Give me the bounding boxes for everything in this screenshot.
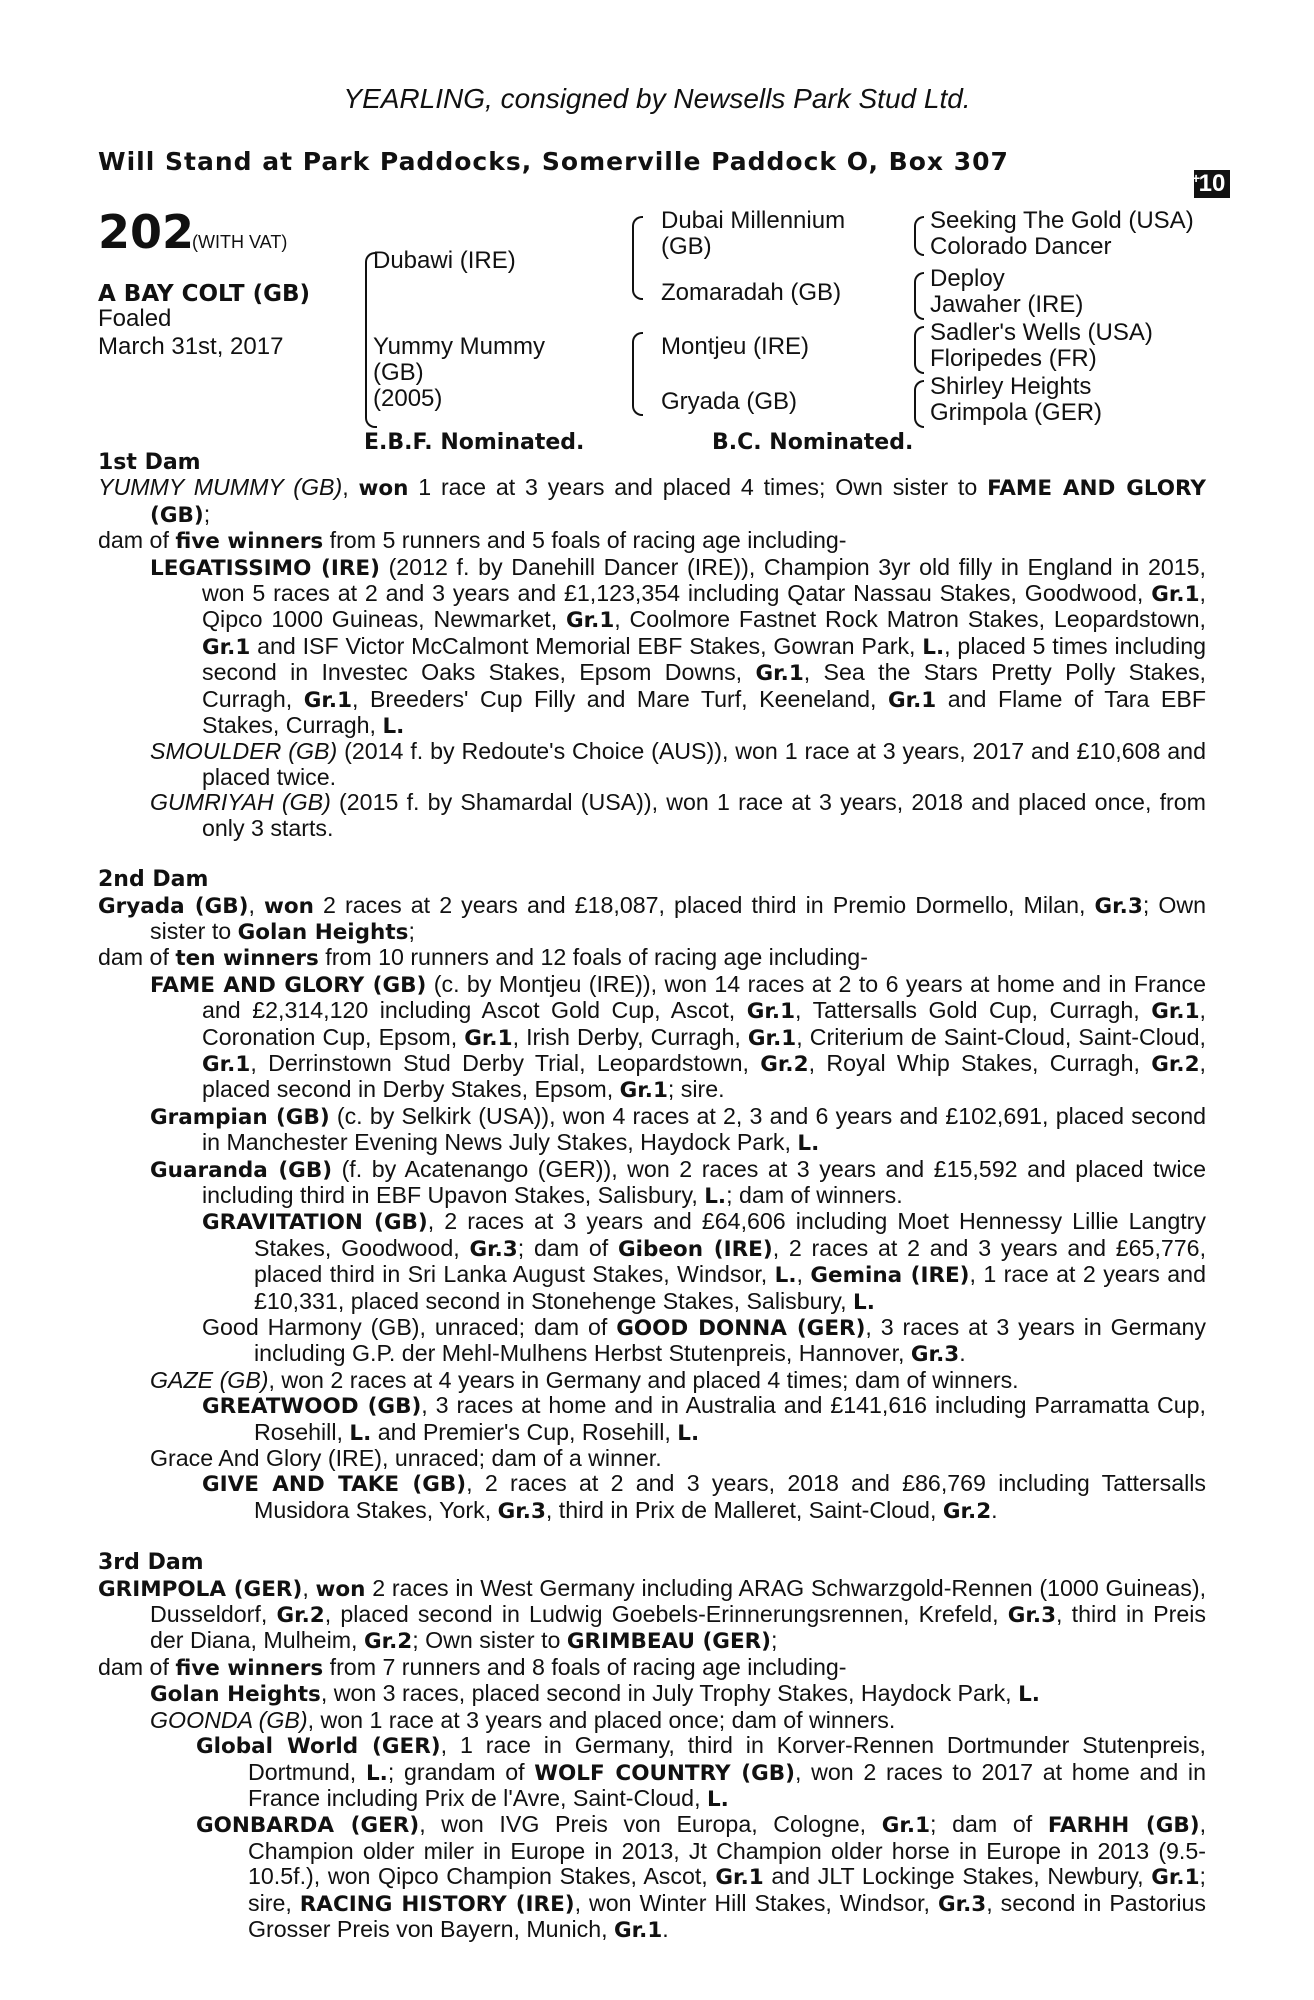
stand-location: Will Stand at Park Paddocks, Somerville Paddock O, Box 307: [98, 147, 1009, 176]
offspring-global-world: Global World (GER), 1 race in Germany, third in Korver-Rennen Dortmunder Stutenpreis, Dortmund, L.; grandam of WOLF COUNTRY (GB), won 2 races to 2017 at home and in France including Prix de l'Avre, Saint-Cloud, L.: [196, 1732, 1206, 1812]
pedigree-dsd: Floripedes (FR): [930, 345, 1097, 372]
offspring-smoulder: SMOULDER (GB) (2014 f. by Redoute's Choice (AUS)), won 1 race at 3 years, 2017 and £10,608 and placed twice.: [150, 738, 1206, 790]
foaled-label: Foaled: [98, 305, 172, 332]
brace-sd: [914, 272, 924, 320]
offspring-golan-heights: Golan Heights, won 3 races, placed second in July Trophy Stakes, Haydock Park, L.: [150, 1680, 1040, 1708]
pedigree-sss: Seeking The Gold (USA): [930, 207, 1194, 234]
offspring-gravitation: GRAVITATION (GB), 2 races at 3 years and £64,606 including Moet Hennessy Lillie Langtry Stakes, Goodwood, Gr.3; dam of Gibeon (IRE), 2 races at 2 and 3 years and £65,776, placed third in Sri Lanka August Stakes, Windsor, L., Gemina (IRE), 1 race at 2 years and £10,331, placed second in Stonehenge Stakes, Salisbury, L.: [202, 1208, 1207, 1315]
offspring-good-harmony: Good Harmony (GB), unraced; dam of GOOD DONNA (GER), 3 races at 3 years in Germany including G.P. der Mehl-Mulhens Herbst Stutenpreis, Hannover, Gr.3.: [202, 1314, 1206, 1368]
pedigree-sire-sire: Dubai Millennium: [661, 207, 846, 234]
pedigree-sire: Dubawi (IRE): [373, 247, 516, 274]
third-dam-summary: GRIMPOLA (GER), won 2 races in West Germany including ARAG Schwarzgold-Rennen (1000 Guineas), Dusseldorf, Gr.2, placed second in Ludwig Goebels-Erinnerungsrennen, Krefeld, Gr.3, third in Preis der Diana, Mulheim, Gr.2; Own sister to GRIMBEAU (GER);: [98, 1574, 1207, 1655]
section-second-dam: 2nd Dam: [98, 867, 209, 893]
offspring-grampian: Grampian (GB) (c. by Selkirk (USA)), won 4 races at 2, 3 and 6 years and £102,691, placed second in Manchester Evening News July Stakes, Haydock Park, L.: [150, 1102, 1206, 1157]
first-dam-summary: YUMMY MUMMY (GB), won 1 race at 3 years and placed 4 times; Own sister to FAME AND GLORY (GB);: [98, 474, 1206, 528]
pedigree-dam-dam: Gryada (GB): [661, 388, 798, 415]
consignor-line: YEARLING, consigned by Newsells Park Stud Ltd.: [343, 83, 971, 114]
horse-title: A BAY COLT (GB): [98, 281, 311, 307]
offspring-legatissimo: LEGATISSIMO (IRE) (2012 f. by Danehill Dancer (IRE)), Champion 3yr old filly in England in 2015, won 5 races at 2 and 3 years and £1,123,354 including Qatar Nassau Stakes, Goodwood, Gr.1, Qipco 1000 Guineas, Newmarket, Gr.1, Coolmore Fastnet Rock Matron Stakes, Leopardstown, Gr.1 and ISF Victor McCalmont Memorial EBF Stakes, Gowran Park, L., placed 5 times including second in Investec Oaks Stakes, Epsom Downs, Gr.1, Sea the Stars Pretty Polly Stakes, Curragh, Gr.1, Breeders' Cup Filly and Mare Turf, Keeneland, Gr.1 and Flame of Tara EBF Stakes, Curragh, L.: [150, 553, 1207, 740]
brace-ds: [914, 326, 924, 374]
second-dam-produce: dam of ten winners from 10 runners and 12 foals of racing age including-: [98, 944, 868, 972]
third-dam-produce: dam of five winners from 7 runners and 8 foals of racing age including-: [98, 1653, 847, 1681]
lot-number: 202: [98, 205, 195, 259]
bc-nominated: B.C. Nominated.: [712, 430, 914, 455]
brace-ss: [914, 216, 924, 256]
pedigree-dam-sire: Montjeu (IRE): [661, 333, 810, 360]
pedigree-ddd: Grimpola (GER): [930, 399, 1103, 426]
pedigree-dam: Yummy Mummy: [373, 333, 546, 360]
pedigree-dam-origin: (GB): [373, 359, 424, 386]
produce-record: [98, 450, 1206, 1943]
offspring-gonbarda: GONBARDA (GER), won IVG Preis von Europa, Cologne, Gr.1; dam of FARHH (GB), Champion older miler in Europe in 2013, Jt Champion older horse in Europe in 2013 (9.5-10.5f.), won Qipco Champion Stakes, Ascot, Gr.1 and JLT Lockinge Stakes, Newbury, Gr.1; sire, RACING HISTORY (IRE), won Winter Hill Stakes, Windsor, Gr.3, second in Pastorius Grosser Preis von Bayern, Munich, Gr.1.: [196, 1811, 1207, 1943]
offspring-fame-and-glory: FAME AND GLORY (GB) (c. by Montjeu (IRE)), won 14 races at 2 to 6 years at home and in France and £2,314,120 including Ascot Gold Cup, Ascot, Gr.1, Tattersalls Gold Cup, Curragh, Gr.1, Coronation Cup, Epsom, Gr.1, Irish Derby, Curragh, Gr.1, Criterium de Saint-Cloud, Saint-Cloud, Gr.1, Derrinstown Stud Derby Trial, Leopardstown, Gr.2, Royal Whip Stakes, Curragh, Gr.2, placed second in Derby Stakes, Epsom, Gr.1; sire.: [150, 970, 1206, 1104]
pedigree-sire-dam: Zomaradah (GB): [661, 279, 842, 306]
pedigree-ssd: Colorado Dancer: [930, 233, 1112, 260]
brace-sire: [632, 216, 643, 300]
lot-badge: + 10: [1194, 170, 1230, 198]
offspring-goonda: GOONDA (GB), won 1 race at 3 years and placed once; dam of winners.: [150, 1706, 896, 1733]
pedigree-dds: Shirley Heights: [930, 373, 1092, 400]
pedigree-dam-year: (2005): [373, 385, 443, 412]
vat-note: (WITH VAT): [192, 232, 288, 252]
pedigree-sire-sire-origin: (GB): [661, 233, 712, 260]
offspring-guaranda: Guaranda (GB) (f. by Acatenango (GER)), won 2 races at 3 years and £15,592 and placed twice including third in EBF Upavon Stakes, Salisbury, L.; dam of winners.: [150, 1155, 1206, 1209]
section-third-dam: 3rd Dam: [98, 1550, 204, 1576]
brace-dam: [632, 332, 643, 416]
offspring-gumriyah: GUMRIYAH (GB) (2015 f. by Shamardal (USA)), won 1 race at 3 years, 2018 and placed once, from only 3 starts.: [150, 789, 1206, 841]
pedigree-sdd: Jawaher (IRE): [930, 291, 1084, 318]
pedigree-dss: Sadler's Wells (USA): [930, 319, 1153, 346]
ebf-nominated: E.B.F. Nominated.: [364, 430, 585, 455]
offspring-gaze: GAZE (GB), won 2 races at 4 years in Germany and placed 4 times; dam of winners.: [150, 1366, 1019, 1393]
offspring-give-and-take: GIVE AND TAKE (GB), 2 races at 2 and 3 years, 2018 and £86,769 including Tattersalls Musidora Stakes, York, Gr.3, third in Prix de Malleret, Saint-Cloud, Gr.2.: [202, 1470, 1206, 1524]
offspring-greatwood: GREATWOOD (GB), 3 races at home and in Australia and £141,616 including Parramatta Cup, Rosehill, L. and Premier's Cup, Rosehill, L.: [202, 1392, 1206, 1446]
offspring-grace-and-glory: Grace And Glory (IRE), unraced; dam of a winner.: [150, 1445, 662, 1472]
brace-dd: [914, 380, 924, 428]
second-dam-summary: Gryada (GB), won 2 races at 2 years and £18,087, placed third in Premio Dormello, Milan, Gr.3; Own sister to Golan Heights;: [98, 891, 1207, 945]
pedigree-sds: Deploy: [930, 265, 1005, 292]
foal-date: March 31st, 2017: [98, 333, 284, 360]
first-dam-produce: dam of five winners from 5 runners and 5 foals of racing age including-: [98, 527, 847, 555]
section-first-dam: 1st Dam: [98, 450, 201, 475]
